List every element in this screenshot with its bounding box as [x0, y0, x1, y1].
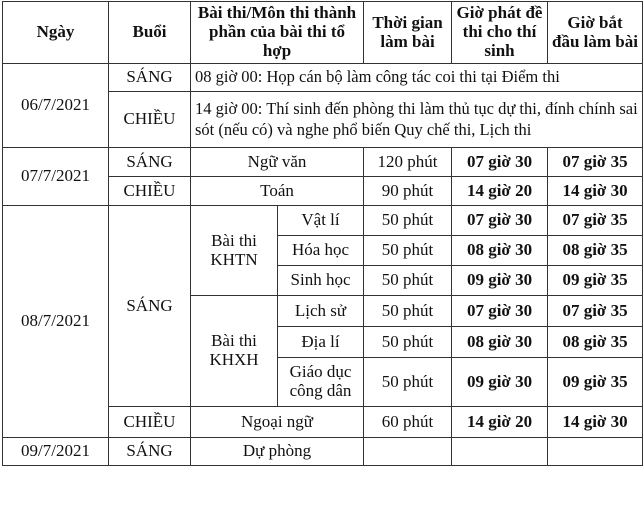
session-cell: SÁNG	[109, 206, 191, 407]
header-row	[3, 2, 643, 64]
distribute-time-cell: 07 giờ 30	[452, 148, 548, 177]
session-cell: SÁNG	[109, 438, 191, 466]
header-subject: Bài thi/Môn thi thành phần của bài thi tổ hợp	[191, 2, 364, 64]
distribute-time-cell	[452, 438, 548, 466]
header-date: Ngày	[3, 2, 109, 64]
duration-cell: 50 phút	[364, 206, 452, 236]
duration-cell: 50 phút	[364, 266, 452, 296]
subject-cell: Dự phòng	[191, 438, 364, 466]
distribute-time-cell: 07 giờ 30	[452, 206, 548, 236]
session-cell: CHIỀU	[109, 407, 191, 438]
date-cell: 08/7/2021	[3, 206, 109, 438]
header-session: Buổi	[109, 2, 191, 64]
duration-cell: 50 phút	[364, 327, 452, 358]
subject-cell: Hóa học	[278, 236, 364, 266]
header-distribute-time: Giờ phát đề thi cho thí sinh	[452, 2, 548, 64]
duration-cell	[364, 438, 452, 466]
distribute-time-cell: 07 giờ 30	[452, 296, 548, 327]
start-time-cell	[548, 438, 643, 466]
session-cell: SÁNG	[109, 64, 191, 92]
duration-cell: 60 phút	[364, 407, 452, 438]
start-time-cell: 09 giờ 35	[548, 266, 643, 296]
start-time-cell: 07 giờ 35	[548, 206, 643, 236]
duration-cell: 90 phút	[364, 177, 452, 206]
subject-cell: Ngoại ngữ	[191, 407, 364, 438]
subject-cell: Sinh học	[278, 266, 364, 296]
subject-cell: Ngữ văn	[191, 148, 364, 177]
start-time-cell: 07 giờ 35	[548, 148, 643, 177]
distribute-time-cell: 14 giờ 20	[452, 177, 548, 206]
start-time-cell: 14 giờ 30	[548, 407, 643, 438]
subject-cell: Giáo dục công dân	[278, 358, 364, 407]
date-cell: 06/7/2021	[3, 64, 109, 148]
header-start-time: Giờ bắt đầu làm bài	[548, 2, 643, 64]
table-row	[3, 206, 643, 236]
subject-cell: Địa lí	[278, 327, 364, 358]
duration-cell: 50 phút	[364, 358, 452, 407]
session-cell: CHIỀU	[109, 177, 191, 206]
note-cell: 14 giờ 00: Thí sinh đến phòng thi làm thủ tục dự thi, đính chính sai sót (nếu có) và nghe phổ biến Quy chế thi, Lịch thi	[191, 92, 643, 148]
table-row	[3, 64, 643, 92]
group-label-cell: Bài thi KHTN	[191, 206, 278, 296]
distribute-time-cell: 14 giờ 20	[452, 407, 548, 438]
subject-cell: Vật lí	[278, 206, 364, 236]
distribute-time-cell: 09 giờ 30	[452, 266, 548, 296]
distribute-time-cell: 08 giờ 30	[452, 327, 548, 358]
start-time-cell: 09 giờ 35	[548, 358, 643, 407]
header-duration: Thời gian làm bài	[364, 2, 452, 64]
group-label-cell: Bài thi KHXH	[191, 296, 278, 407]
date-cell: 09/7/2021	[3, 438, 109, 466]
date-cell: 07/7/2021	[3, 148, 109, 206]
session-cell: CHIỀU	[109, 92, 191, 148]
table-row	[3, 438, 643, 466]
duration-cell: 120 phút	[364, 148, 452, 177]
note-cell: 08 giờ 00: Họp cán bộ làm công tác coi thi tại Điểm thi	[191, 64, 643, 92]
distribute-time-cell: 08 giờ 30	[452, 236, 548, 266]
distribute-time-cell: 09 giờ 30	[452, 358, 548, 407]
subject-cell: Lịch sử	[278, 296, 364, 327]
start-time-cell: 08 giờ 35	[548, 327, 643, 358]
start-time-cell: 07 giờ 35	[548, 296, 643, 327]
duration-cell: 50 phút	[364, 296, 452, 327]
session-cell: SÁNG	[109, 148, 191, 177]
subject-cell: Toán	[191, 177, 364, 206]
duration-cell: 50 phút	[364, 236, 452, 266]
exam-schedule-table	[2, 1, 643, 466]
start-time-cell: 08 giờ 35	[548, 236, 643, 266]
table-row	[3, 148, 643, 177]
start-time-cell: 14 giờ 30	[548, 177, 643, 206]
